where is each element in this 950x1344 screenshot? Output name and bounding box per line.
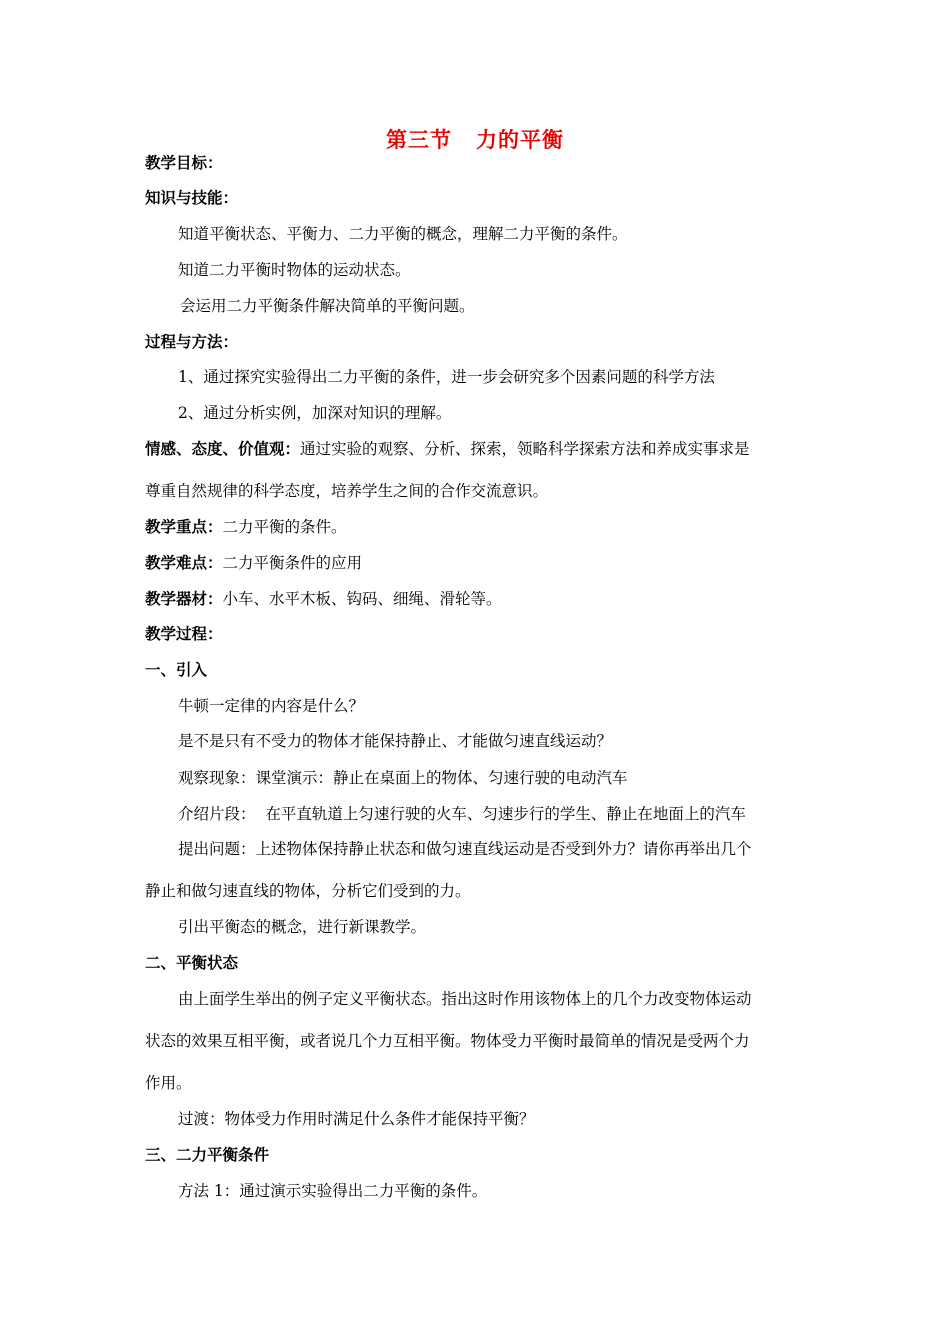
section2-paragraph: 状态的效果互相平衡，或者说几个力互相平衡。物体受力平衡时最简单的情况是受两个力 xyxy=(145,1032,750,1050)
emotion-text-continued: 尊重自然规律的科学态度，培养学生之间的合作交流意识。 xyxy=(145,482,549,500)
equipment-label: 教学器材： xyxy=(145,590,223,608)
section2-paragraph: 作用。 xyxy=(145,1074,192,1092)
title-topic: 力的平衡 xyxy=(476,128,564,152)
difficulty-text: 二力平衡条件的应用 xyxy=(222,554,363,572)
emotion-label: 情感、态度、价值观： xyxy=(145,440,301,458)
knowledge-item: 会运用二力平衡条件解决简单的平衡问题。 xyxy=(180,297,475,315)
knowledge-item: 知道二力平衡时物体的运动状态。 xyxy=(178,261,411,279)
knowledge-item: 知道平衡状态、平衡力、二力平衡的概念，理解二力平衡的条件。 xyxy=(178,225,628,243)
process-item: 1、通过探究实验得出二力平衡的条件，进一步会研究多个因素问题的科学方法 xyxy=(178,368,715,386)
section3-method: 方法 1：通过演示实验得出二力平衡的条件。 xyxy=(178,1182,488,1200)
difficulty-point xyxy=(145,553,825,573)
section1-heading: 一、引入 xyxy=(145,661,208,679)
section1-item: 观察现象：课堂演示：静止在桌面上的物体、匀速行驶的电动汽车 xyxy=(178,769,628,787)
knowledge-heading: 知识与技能： xyxy=(145,189,239,207)
emotion-paragraph xyxy=(145,439,825,459)
equipment xyxy=(145,589,825,609)
process-heading: 过程与方法： xyxy=(145,333,239,351)
title-section-number: 第三节 xyxy=(386,128,452,152)
section1-item: 介绍片段： 在平直轨道上匀速行驶的火车、匀速步行的学生、静止在地面上的汽车 xyxy=(178,805,746,823)
process-item: 2、通过分析实例，加深对知识的理解。 xyxy=(178,404,452,422)
section1-item: 提出问题：上述物体保持静止状态和做匀速直线运动是否受到外力？请你再举出几个 xyxy=(178,840,752,858)
section1-item: 牛顿一定律的内容是什么？ xyxy=(178,697,365,715)
section1-continuation: 静止和做匀速直线的物体，分析它们受到的力。 xyxy=(145,882,471,900)
section2-transition: 过渡：物体受力作用时满足什么条件才能保持平衡？ xyxy=(178,1110,535,1128)
key-text: 二力平衡的条件。 xyxy=(222,518,347,536)
section1-last: 引出平衡态的概念，进行新课教学。 xyxy=(178,918,427,936)
key-point xyxy=(145,517,825,537)
section3-heading: 三、二力平衡条件 xyxy=(145,1146,270,1164)
objectives-heading: 教学目标： xyxy=(145,154,223,172)
section2-paragraph: 由上面学生举出的例子定义平衡状态。指出这时作用该物体上的几个力改变物体运动 xyxy=(178,990,752,1008)
page-title xyxy=(0,124,950,154)
section2-heading: 二、平衡状态 xyxy=(145,954,239,972)
section1-item: 是不是只有不受力的物体才能保持静止、才能做匀速直线运动？ xyxy=(178,732,613,750)
emotion-text: 通过实验的观察、分析、探索，领略科学探索方法和养成实事求是 xyxy=(300,440,750,458)
procedure-heading: 教学过程： xyxy=(145,625,223,643)
difficulty-label: 教学难点： xyxy=(145,554,223,572)
key-label: 教学重点： xyxy=(145,518,223,536)
equipment-text: 小车、水平木板、钩码、细绳、滑轮等。 xyxy=(222,590,502,608)
